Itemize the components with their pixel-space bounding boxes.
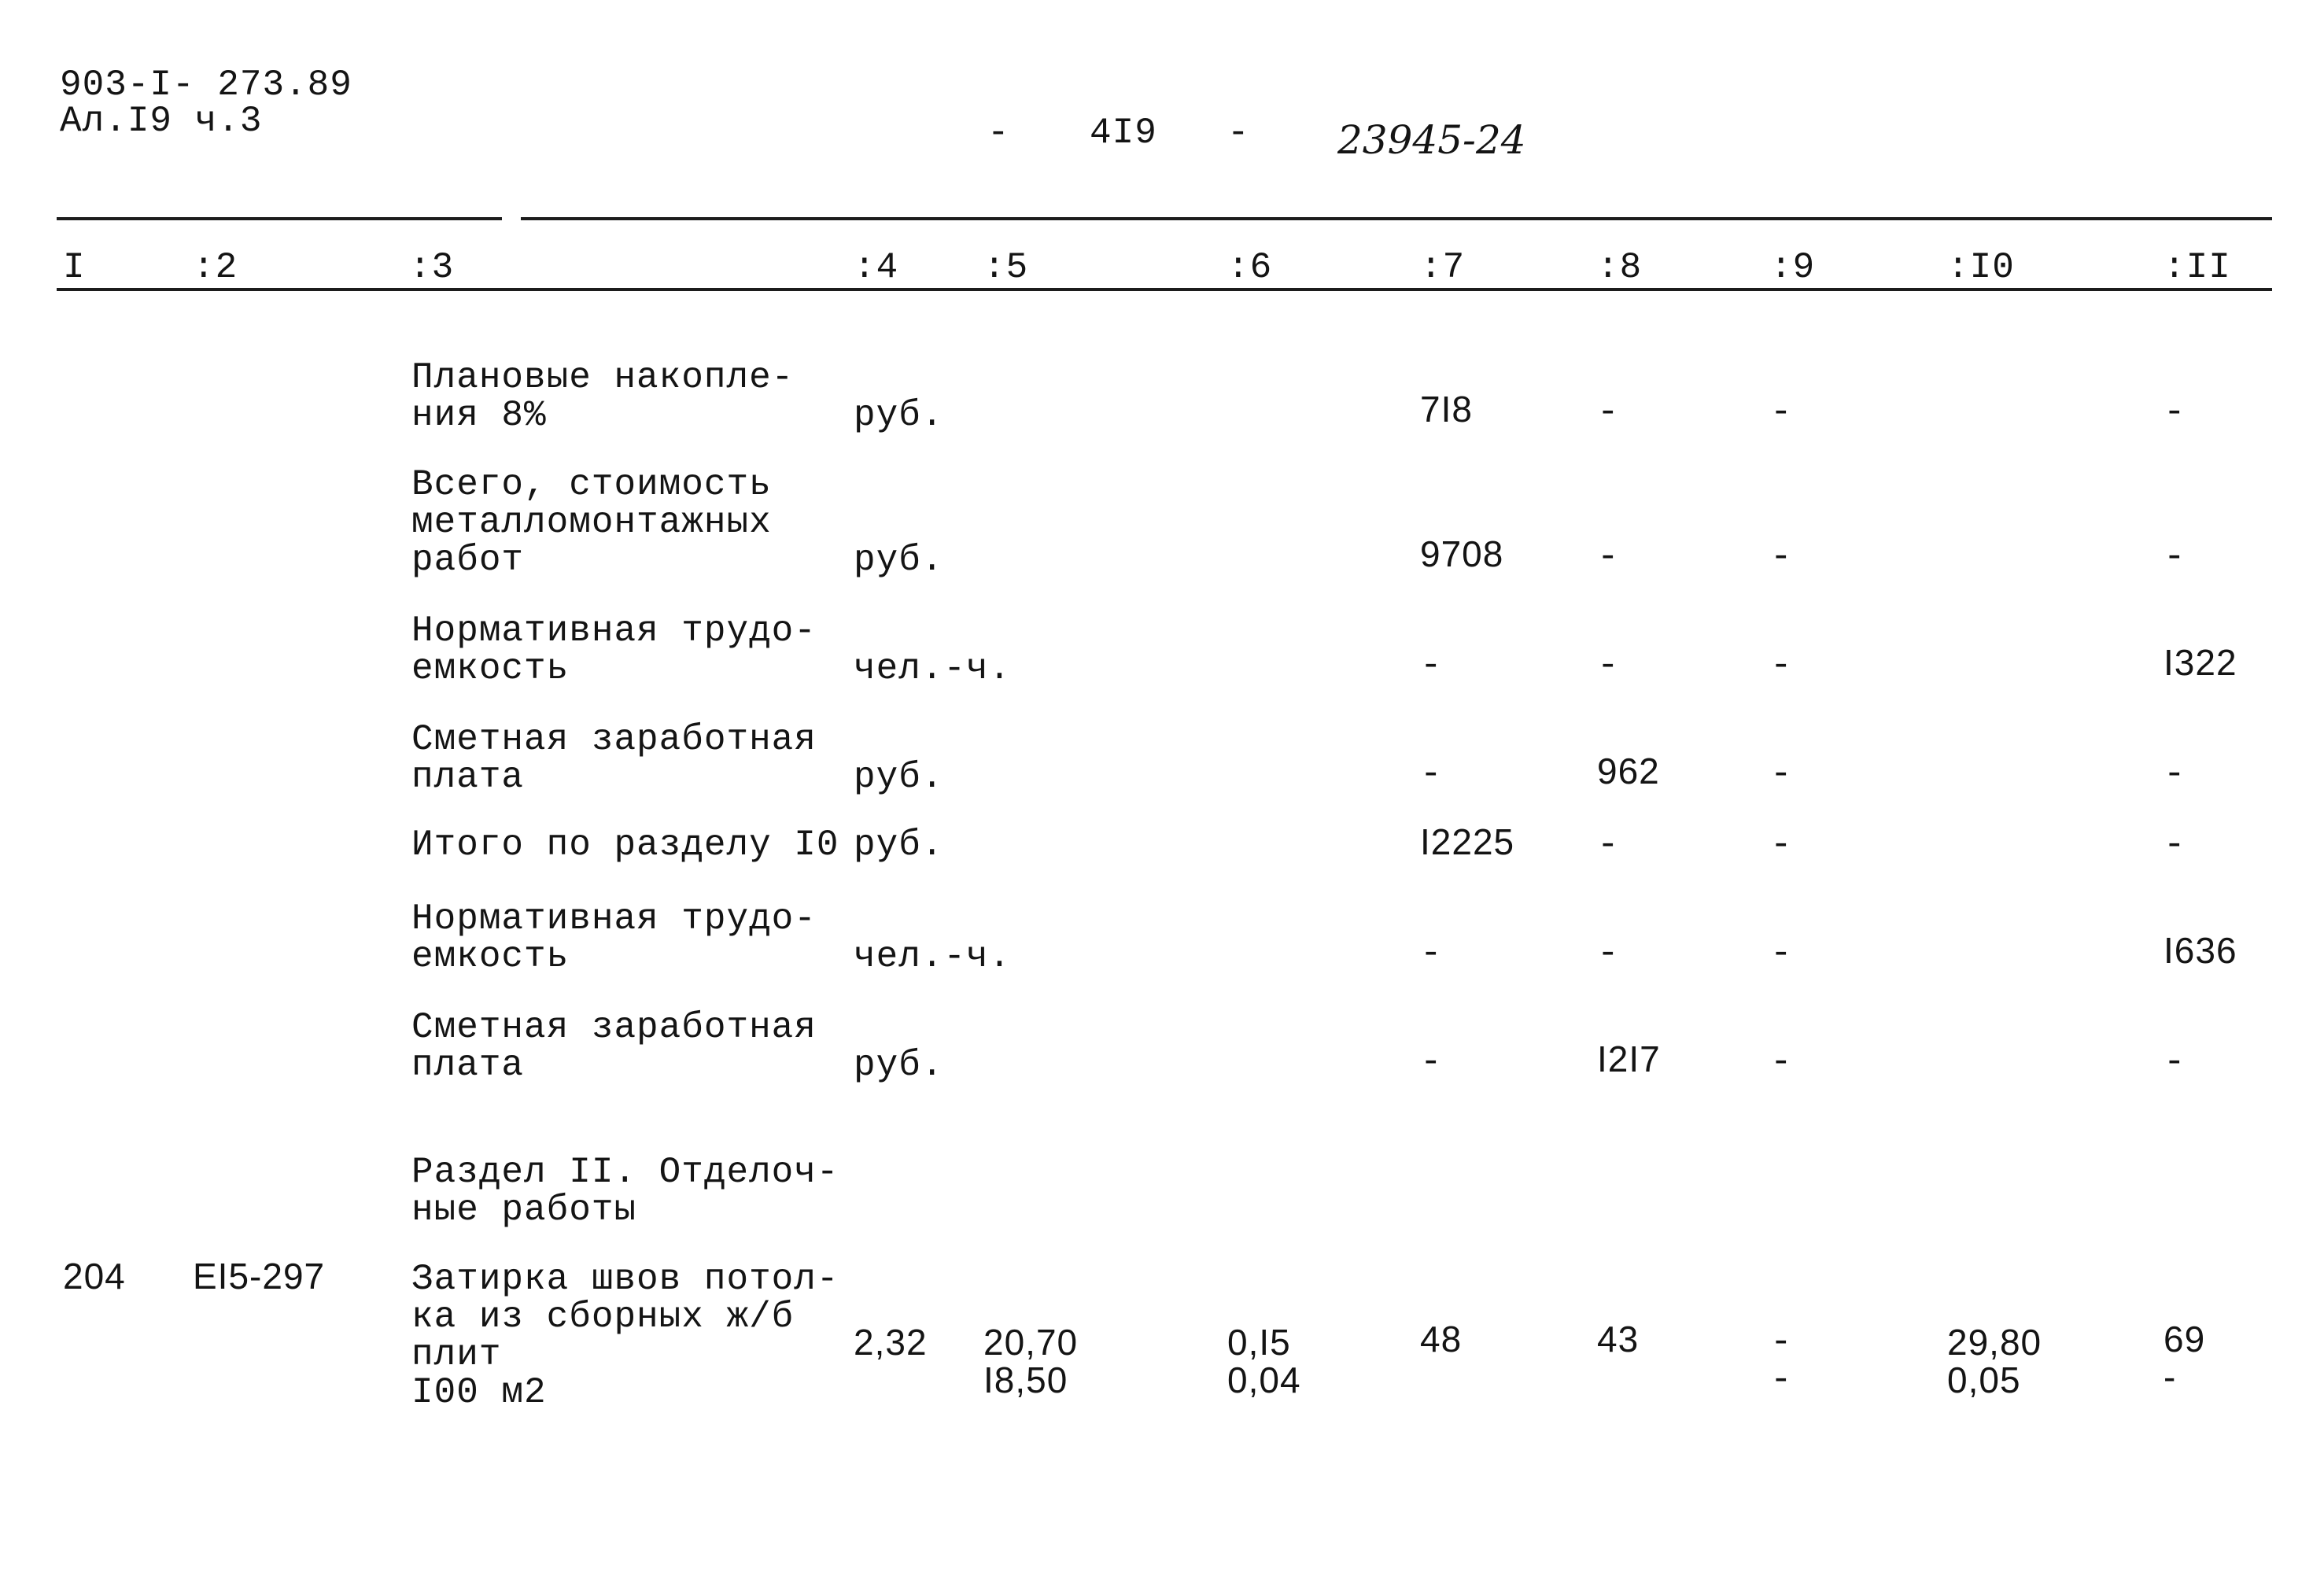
- col-header-10: :I0: [1947, 247, 2015, 288]
- row-col9: -: [1770, 537, 1793, 577]
- row-col9: -: [1770, 392, 1793, 433]
- col-header-2: :2: [193, 247, 238, 288]
- col-header-3: :3: [409, 247, 455, 288]
- item-col10: 29,80 0,05: [1947, 1322, 2042, 1400]
- page-dash-left: -: [987, 113, 1010, 153]
- item-desc: Затирка швов потол- ка из сборных ж/б плит I00 м2: [411, 1259, 839, 1413]
- row-desc: Всего, стоимость металломонтажных работ: [411, 464, 772, 581]
- row-col9: -: [1770, 754, 1793, 795]
- row-unit: руб.: [854, 540, 944, 581]
- page-number: 4I9: [1090, 113, 1157, 153]
- row-col11: I636: [2164, 930, 2237, 971]
- page-dash-right: -: [1227, 113, 1250, 153]
- row-desc: Нормативная трудо- емкость: [411, 611, 817, 689]
- row-unit: чел.-ч.: [854, 936, 1012, 977]
- row-col9: -: [1770, 933, 1793, 974]
- row-col7: -: [1420, 933, 1443, 974]
- row-desc: Итого по разделу I0: [411, 825, 839, 865]
- row-col8: -: [1597, 825, 1620, 865]
- row-col11: I322: [2164, 642, 2237, 683]
- row-unit: руб.: [854, 1045, 944, 1086]
- row-desc: Плановые накопле- ния 8%: [411, 357, 795, 436]
- sheet-reference: Ал.I9 ч.3: [60, 101, 263, 142]
- doc-code: 903-I- 273.89: [60, 65, 352, 105]
- row-col7: 7I8: [1420, 389, 1473, 430]
- item-number: 204: [63, 1256, 126, 1297]
- row-col9: -: [1770, 645, 1793, 686]
- col-header-5: :5: [983, 247, 1029, 288]
- row-col11: -: [2164, 1042, 2186, 1083]
- row-col8: -: [1597, 645, 1620, 686]
- row-col11: -: [2164, 392, 2186, 433]
- row-desc: Сметная заработная плата: [411, 1007, 817, 1086]
- item-col6: 0,I5 0,04: [1227, 1322, 1301, 1400]
- col-header-9: :9: [1770, 247, 1816, 288]
- row-unit: руб.: [854, 395, 944, 436]
- row-unit: чел.-ч.: [854, 648, 1012, 689]
- row-col7: 9708: [1420, 533, 1504, 574]
- row-col8: I2I7: [1597, 1039, 1661, 1079]
- row-col11: -: [2164, 825, 2186, 865]
- row-unit: руб.: [854, 825, 944, 865]
- section-heading: Раздел II. Отделоч- ные работы: [411, 1152, 839, 1230]
- header-rule: [57, 288, 2272, 291]
- col-header-11: :II: [2164, 247, 2231, 288]
- row-col8: -: [1597, 392, 1620, 433]
- row-col7: -: [1420, 754, 1443, 795]
- item-col5: 20,70 I8,50: [983, 1322, 1079, 1400]
- row-col7: -: [1420, 645, 1443, 686]
- item-col8: 43: [1597, 1319, 1640, 1359]
- row-col9: -: [1770, 1042, 1793, 1083]
- row-desc: Сметная заработная плата: [411, 719, 817, 798]
- col-header-6: :6: [1227, 247, 1273, 288]
- top-rule-right: [521, 217, 2272, 220]
- col-header-8: :8: [1597, 247, 1643, 288]
- top-rule-left: [57, 217, 502, 220]
- item-col11: 69 -: [2164, 1319, 2206, 1397]
- col-header-4: :4: [854, 247, 899, 288]
- row-col11: -: [2164, 754, 2186, 795]
- row-desc: Нормативная трудо- емкость: [411, 898, 817, 977]
- row-col9: -: [1770, 825, 1793, 865]
- item-col7: 48: [1420, 1319, 1463, 1359]
- col-header-7: :7: [1420, 247, 1466, 288]
- row-col8: -: [1597, 933, 1620, 974]
- col-header-1: I: [63, 247, 86, 288]
- row-unit: руб.: [854, 757, 944, 798]
- row-col7: I2225: [1420, 821, 1515, 862]
- handwritten-number: 23945-24: [1337, 117, 1526, 163]
- item-col9: - -: [1770, 1322, 1793, 1400]
- row-col7: -: [1420, 1042, 1443, 1083]
- row-col8: -: [1597, 537, 1620, 577]
- row-col11: -: [2164, 537, 2186, 577]
- row-col8: 962: [1597, 751, 1660, 791]
- item-code: EI5-297: [193, 1256, 326, 1297]
- item-col4: 2,32: [854, 1322, 928, 1363]
